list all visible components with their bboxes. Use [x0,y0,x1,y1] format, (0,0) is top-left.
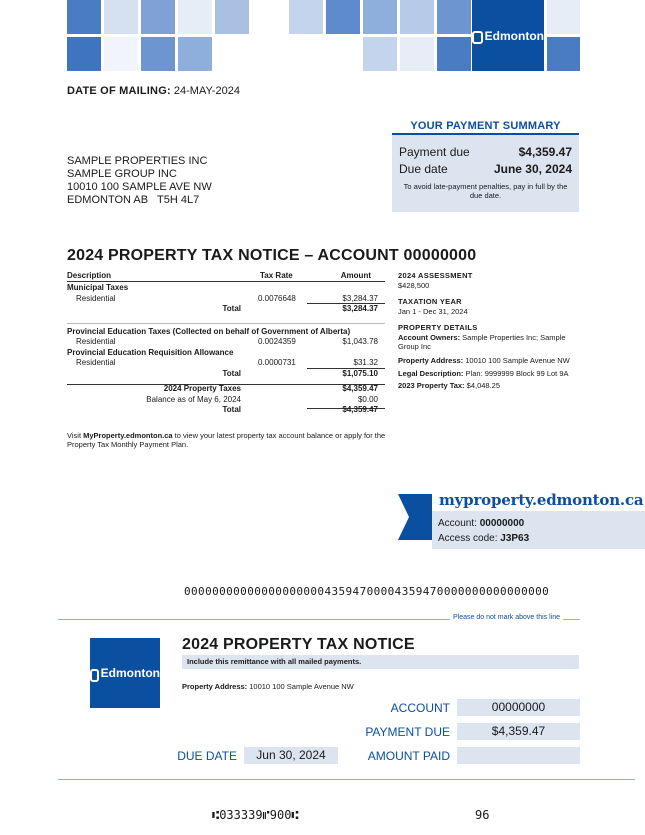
due-date-value: June 30, 2024 [493,162,572,176]
provincial-total: $1,075.10 [342,368,378,378]
requisition-rate: 0.0000731 [258,358,296,367]
payment-due-label: Payment due [399,145,470,159]
logo-text: Edmonton [484,28,544,43]
banner-tile [363,37,397,71]
header-tax-rate: Tax Rate [260,271,293,280]
edmonton-logo-remittance [90,638,160,708]
tax-table [67,271,385,416]
grand-total-value: $4,359.47 [342,405,378,414]
mp-access-value: J3P63 [500,533,530,544]
mp-access [438,531,645,546]
taxation-year-heading: TAXATION YEAR [398,297,462,306]
table-row [67,384,385,395]
remittance-title: 2024 PROPERTY TAX NOTICE [182,636,415,653]
payment-summary-box [392,135,579,212]
grand-total-label: Total [222,405,241,414]
residential-label: Residential [76,293,116,303]
table-row [67,337,385,348]
banner-tile [547,37,580,71]
late-payment-note: To avoid late-payment penalties, pay in full by the due date. [403,182,568,200]
micr-routing: ⑆033339⑈900⑆ [212,808,299,822]
table-row [67,395,385,406]
table-row [67,358,385,369]
banner-tile [326,0,360,34]
table-row [67,369,385,380]
banner-tile [178,37,212,71]
rem-payment-due-label: PAYMENT DUE [365,725,450,739]
micr-number: 96 [475,808,490,822]
address-line: SAMPLE GROUP INC [67,168,177,180]
banner-tile [547,0,580,34]
requisition-amount: $31.32 [353,358,378,367]
date-of-mailing [67,85,240,97]
logo-mark-icon [90,669,99,682]
mp-access-label: Access code: [438,533,501,544]
mp-account-value: 00000000 [479,518,525,529]
residential-label: Residential [76,337,116,346]
municipal-heading: Municipal Taxes [67,283,129,292]
table-row [67,304,385,315]
provincial-rate: 0.0024359 [258,337,296,346]
banner-tile [215,0,249,34]
due-date-row [399,162,572,176]
table-row [67,405,385,416]
previous-tax [398,381,578,391]
ribbon-flag-icon [398,494,432,540]
rem-due-date-label: DUE DATE [177,749,237,763]
banner-tile [400,0,434,34]
banner-tile [141,37,175,71]
remittance-address [182,682,354,691]
rem-account-label: ACCOUNT [390,701,450,715]
table-header [67,271,385,282]
banner-tile [67,0,101,34]
banner-tile [141,0,175,34]
legal-label: Legal Description: [398,369,464,378]
property-details-heading: PROPERTY DETAILS [398,323,478,332]
logo-mark-icon [472,31,483,44]
banner-tile [437,0,471,34]
provincial-heading: Provincial Education Taxes (Collected on behalf of Government of Alberta) [67,326,351,336]
balance-label: Balance as of May 6, 2024 [146,394,241,404]
edmonton-logo [472,0,544,71]
owners-label: Account Owners: [398,332,461,342]
banner-tile [400,37,434,71]
table-row [67,348,385,359]
mp-account [438,516,645,531]
banner-tile [104,37,138,71]
owners-value: Sample Properties Inc; Sample Group Inc [398,332,566,351]
property-details-column [398,271,578,390]
residential-label: Residential [76,358,116,367]
banner-tile [363,0,397,34]
banner-tile [67,37,101,71]
municipal-amount: $3,284.37 [342,293,378,303]
address-value: 10010 100 Sample Avenue NW [463,355,570,365]
visit-prefix: Visit [67,431,84,440]
rem-address-label: Property Address: [182,682,248,691]
address-line: EDMONTON AB T5H 4L7 [67,194,200,206]
assessment-value: $428,500 [398,280,430,290]
legal-description [398,369,578,379]
header-banner [67,0,580,71]
mailing-label: DATE OF MAILING: [67,85,171,97]
visit-note [67,431,397,449]
recipient-address [67,155,212,207]
scan-line-number: 0000000000000000000043594700004359470000000000000000 [184,585,550,598]
header-description: Description [67,271,112,280]
rem-payment-due-value: $4,359.47 [457,723,580,740]
provincial-amount: $1,043.78 [342,337,378,346]
myproperty-link[interactable]: MyProperty.edmonton.ca [83,431,173,440]
payment-due-value: $4,359.47 [518,145,572,159]
balance-value: $0.00 [357,394,378,404]
taxation-year-value: Jan 1 - Dec 31, 2024 [398,306,468,316]
assessment-heading: 2024 ASSESSMENT [398,271,473,280]
cut-line-note: Please do not mark above this line [450,614,563,621]
banner-tile [437,37,471,71]
address-label: Property Address: [398,355,464,365]
prev-tax-value: $4,048.25 [464,380,501,390]
rem-due-date-value: Jun 30, 2024 [244,747,338,764]
municipal-total: $3,284.37 [342,304,378,313]
summary-taxes-value: $4,359.47 [342,384,378,393]
rem-address-value: 10010 100 Sample Avenue NW [247,682,354,691]
amount-paid-field[interactable] [457,747,580,764]
prev-tax-label: 2023 Property Tax: [398,380,465,390]
payment-due-row [399,145,572,159]
banner-tile [178,0,212,34]
account-owners [398,333,578,352]
legal-value: Plan: 9999999 Block 99 Lot 9A [463,369,569,378]
banner-tile [104,0,138,34]
logo-text: Edmonton [100,666,160,680]
rem-amount-paid-label: AMOUNT PAID [367,749,450,763]
bottom-divider [58,779,635,780]
due-date-label: Due date [399,162,448,176]
municipal-rate: 0.0076648 [258,293,296,303]
total-label: Total [222,304,241,313]
total-label: Total [222,368,241,378]
myproperty-title[interactable]: myproperty.edmonton.ca [439,491,644,509]
table-row [67,283,385,294]
remittance-include-note: Include this remittance with all mailed payments. [182,655,579,669]
section-divider [67,323,385,324]
mp-account-label: Account: [438,518,480,529]
myproperty-access-box [432,511,645,549]
requisition-heading: Provincial Education Requisition Allowance [67,347,234,357]
summary-taxes-label: 2024 Property Taxes [163,384,241,393]
banner-tile [289,0,323,34]
table-row [67,327,385,338]
mailing-date: 24-MAY-2024 [173,85,240,97]
address-line: SAMPLE PROPERTIES INC [67,155,208,167]
property-address [398,356,578,366]
visit-suffix: to view your latest property tax account balance or apply for the Property Tax Monthly Payment Plan. [67,431,386,449]
payment-summary-title: YOUR PAYMENT SUMMARY [410,120,561,132]
header-amount: Amount [340,271,371,280]
rem-account-value: 00000000 [457,699,580,716]
notice-title: 2024 PROPERTY TAX NOTICE – ACCOUNT 00000000 [67,247,477,264]
address-line: 10010 100 SAMPLE AVE NW [67,181,212,193]
